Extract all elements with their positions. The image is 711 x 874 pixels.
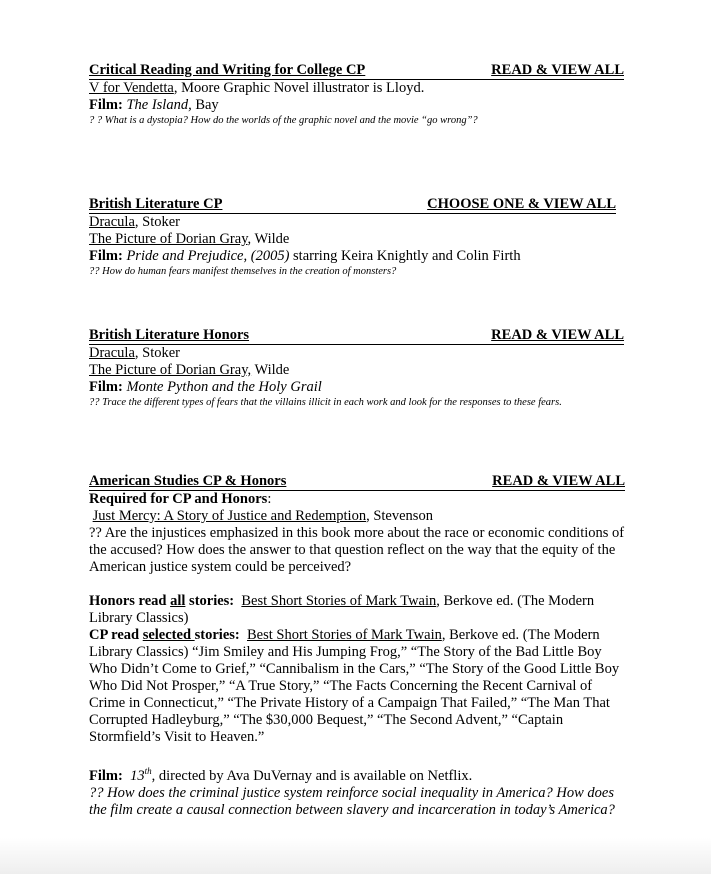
honors-book-rest: , Berkove ed. (The Modern Library Classics)	[89, 593, 595, 626]
book-line	[89, 362, 624, 379]
course-title: Critical Reading and Writing for College CP	[89, 62, 366, 78]
film-title: The Island,	[126, 97, 192, 113]
honors-label-a: Honors read	[89, 593, 171, 609]
required-line	[89, 491, 625, 508]
film-title: Pride and Prejudice, (2005)	[126, 248, 290, 264]
film-line	[89, 248, 616, 265]
course-title: British Literature Honors	[89, 327, 250, 343]
book-question: ?? Are the injustices emphasized in this book more about the race or economic conditions of the accused? How does the answer to that question reflect on the way that the equity of the American justice system could be perceived?	[89, 525, 625, 575]
film-director: Bay	[191, 97, 219, 113]
film-line	[89, 763, 625, 785]
book-author: , Stoker	[134, 214, 180, 230]
film-line	[89, 379, 624, 396]
book-line	[89, 231, 616, 248]
section-header	[89, 327, 624, 345]
section-header	[89, 196, 616, 214]
required-colon: :	[267, 491, 272, 507]
book-title: Dracula	[89, 345, 135, 361]
book-author: , Stevenson	[366, 508, 433, 524]
course-title: British Literature CP	[89, 196, 223, 212]
requirement-label: CHOOSE ONE & VIEW ALL	[427, 196, 616, 212]
essential-question: ?? How do human fears manifest themselves in the creation of monsters?	[89, 266, 397, 277]
section-british-lit-honors	[89, 327, 624, 410]
film-label: Film:	[89, 767, 123, 784]
film-title: Monte Python and the Holy Grail	[126, 379, 322, 395]
cp-label-b: selected	[142, 627, 195, 643]
cp-label-c: stories:	[194, 627, 240, 643]
section-american-studies	[89, 473, 625, 819]
honors-reading	[89, 593, 625, 627]
book-title: Dracula	[89, 214, 135, 230]
film-title: 13	[130, 767, 145, 784]
film-title-sup: th	[144, 766, 152, 776]
film-cast: starring Keira Knightly and Colin Firth	[289, 248, 521, 264]
book-line	[89, 508, 625, 525]
book-author: , Stoker	[134, 345, 180, 361]
book-author: , Wilde	[247, 231, 290, 247]
cp-label-a: CP read	[89, 627, 143, 643]
film-question: ?? How does the criminal justice system reinforce social inequality in America? How does the film create a causal connection between slavery and incarceration in today’s America?	[89, 784, 615, 818]
cp-book-rest: , Berkove ed. (The Modern Library Classics) “Jim Smiley and His Jumping Frog,” “The Story of the Bad Little Boy Who Didn’t Come to Grief,” “Cannibalism in the Cars,” “The Story of the Good Little Boy Who Did Not Prosper,” “A True Story,” “The Facts Concerning the Recent Carnival of Crime in Connecticut,” “The Private History of a Campaign That Failed,” “The Man That Corrupted Hadleyburg,” “The $30,000 Bequest,” “The Second Advent,” “Captain Stormfield’s Visit to Heaven.”	[89, 627, 620, 745]
book-line	[89, 214, 616, 231]
requirement-label: READ & VIEW ALL	[492, 473, 625, 489]
cp-reading	[89, 627, 625, 746]
honors-label-b: all	[170, 593, 186, 609]
section-header	[89, 473, 625, 491]
course-title: American Studies CP & Honors	[89, 473, 287, 489]
honors-label-c: stories:	[185, 593, 235, 609]
film-line	[89, 97, 624, 114]
book-title: The Picture of Dorian Gray,	[89, 362, 252, 378]
honors-book-title: Best Short Stories of Mark Twain	[241, 593, 437, 609]
book-author: , Moore Graphic Novel illustrator is Lloyd.	[173, 80, 425, 96]
book-title: The Picture of Dorian Gray	[89, 231, 248, 247]
film-label: Film:	[89, 248, 123, 264]
section-british-lit-cp	[89, 196, 616, 279]
book-line	[89, 345, 624, 362]
film-label: Film:	[89, 97, 123, 113]
book-title: V for Vendetta	[89, 80, 174, 96]
section-header	[89, 62, 624, 80]
section-critical-reading	[89, 62, 624, 128]
essential-question: ?? Trace the different types of fears that the villains illicit in each work and look for the responses to these fears.	[89, 397, 562, 408]
cp-book-title: Best Short Stories of Mark Twain	[246, 627, 442, 643]
requirement-label: READ & VIEW ALL	[491, 62, 624, 78]
film-label: Film:	[89, 379, 123, 395]
book-author: Wilde	[251, 362, 290, 378]
book-title: Just Mercy: A Story of Justice and Redemption	[92, 508, 367, 524]
required-label: Required for CP and Honors	[89, 491, 268, 507]
film-details: , directed by Ava DuVernay and is available on Netflix.	[151, 767, 473, 784]
essential-question: ? ? What is a dystopia? How do the worlds of the graphic novel and the movie “go wrong”?	[89, 115, 478, 126]
book-line	[89, 80, 624, 97]
page-bottom-shadow	[0, 838, 711, 874]
requirement-label: READ & VIEW ALL	[491, 327, 624, 343]
